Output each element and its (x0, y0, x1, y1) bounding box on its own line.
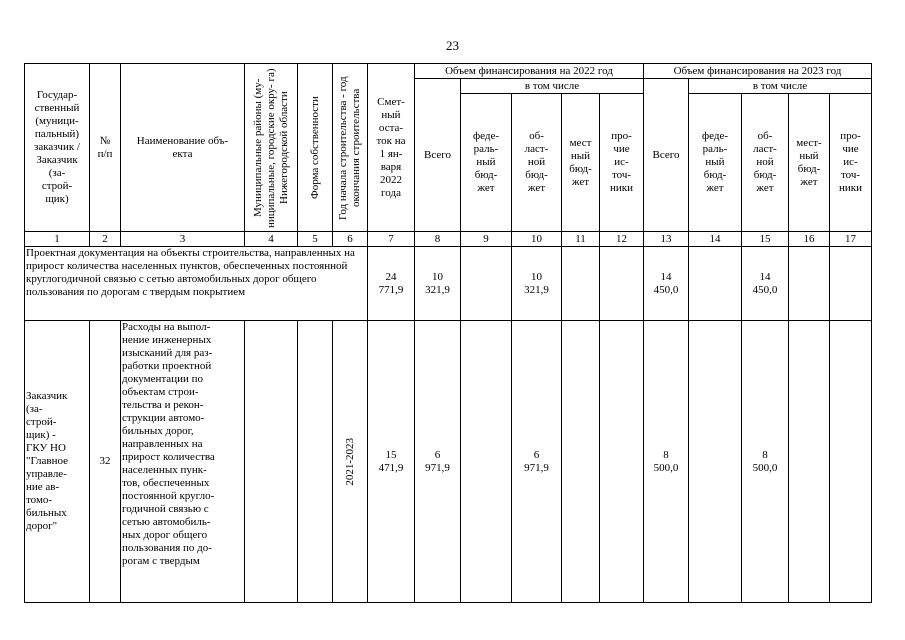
section-title: Проектная документация на объекты строительства, направленных на прирост количества населенных пунктов, обеспеченных постоянной круглогодичной связью с сетью автомобильных дорог общего пользования по дорогам с твердым покрытием (25, 247, 368, 321)
section-regional-2023: 14 450,0 (742, 247, 789, 321)
section-remaining: 24 771,9 (368, 247, 415, 321)
section-local-2022 (562, 247, 600, 321)
header-years (333, 64, 368, 232)
column-number: 11 (562, 232, 600, 247)
section-other-2022 (600, 247, 644, 321)
row-other-2022 (600, 321, 644, 603)
column-number: 4 (245, 232, 298, 247)
header-federal-2022: феде- раль- ный бюд- жет (461, 94, 512, 232)
header-total-2022: Всего (415, 79, 461, 232)
column-number: 6 (333, 232, 368, 247)
section-local-2023 (789, 247, 830, 321)
section-regional-2022: 10 321,9 (512, 247, 562, 321)
row-regional-2022: 6 971,9 (512, 321, 562, 603)
header-num: № п/п (90, 64, 121, 232)
header-remaining: Смет- ный оста- ток на 1 ян- варя 2022 года (368, 64, 415, 232)
row-local-2022 (562, 321, 600, 603)
row-districts (245, 321, 298, 603)
section-total-2022: 10 321,9 (415, 247, 461, 321)
header-local-2022: мест ный бюд- жет (562, 94, 600, 232)
row-local-2023 (789, 321, 830, 603)
row-ownership (298, 321, 333, 603)
column-number: 16 (789, 232, 830, 247)
column-number: 2 (90, 232, 121, 247)
financing-table (24, 63, 872, 603)
column-number: 14 (689, 232, 742, 247)
column-number-row (25, 232, 872, 247)
header-fin2022: Объем финансирования на 2022 год (415, 64, 644, 79)
header-ownership (298, 64, 333, 232)
column-number: 17 (830, 232, 872, 247)
header-regional-2023: об- ласт- ной бюд- жет (742, 94, 789, 232)
section-federal-2022 (461, 247, 512, 321)
row-total-2023: 8 500,0 (644, 321, 689, 603)
row-remaining: 15 471,9 (368, 321, 415, 603)
header-other-2023: про- чие ис- точ- ники (830, 94, 872, 232)
column-number: 7 (368, 232, 415, 247)
header-districts-text: Муниципальные районы (му- ниципальные, городские окру- га) Нижегородской области (251, 67, 290, 228)
column-number: 13 (644, 232, 689, 247)
column-number: 15 (742, 232, 789, 247)
header-total-2023: Всего (644, 79, 689, 232)
row-federal-2023 (689, 321, 742, 603)
row-years (333, 321, 368, 603)
section-row (25, 247, 872, 321)
header-name: Наименование объ- екта (121, 64, 245, 232)
table-row (25, 321, 872, 603)
header-incl-2022: в том числе (461, 79, 644, 94)
section-federal-2023 (689, 247, 742, 321)
column-number: 1 (25, 232, 90, 247)
header-customer: Государ- ственный (муници- пальный) заказчик / Заказчик (за- строй- щик) (25, 64, 90, 232)
header-local-2023: мест- ный бюд- жет (789, 94, 830, 232)
header-ownership-text: Форма собственности (308, 96, 321, 199)
column-number: 12 (600, 232, 644, 247)
header-other-2022: про- чие ис- точ- ники (600, 94, 644, 232)
header-years-text: Год начала строительства - год окончания строительства (337, 75, 362, 220)
header-incl-2023: в том числе (689, 79, 872, 94)
row-customer: Заказчик (за- строй- щик) - ГКУ НО "Главное управле- ние ав- томо- бильных дорог" (25, 321, 90, 603)
header-districts (245, 64, 298, 232)
section-total-2023: 14 450,0 (644, 247, 689, 321)
header-fin2023: Объем финансирования на 2023 год (644, 64, 872, 79)
row-num: 32 (90, 321, 121, 603)
row-object-name: Расходы на выпол- нение инженерных изысканий для раз- работки проектной документации по объектам строи- тельства и рекон- струкции автомо- бильных дорог, направленных на прирост количества населенных пунк- тов, обеспеченных постоянной кругло- годичной связью с сетью автомобиль- ных дорог общего пользования по до- рогам с твердым (121, 321, 245, 603)
column-number: 5 (298, 232, 333, 247)
column-number: 8 (415, 232, 461, 247)
row-federal-2022 (461, 321, 512, 603)
row-total-2022: 6 971,9 (415, 321, 461, 603)
row-other-2023 (830, 321, 872, 603)
column-number: 9 (461, 232, 512, 247)
section-other-2023 (830, 247, 872, 321)
row-regional-2023: 8 500,0 (742, 321, 789, 603)
header-federal-2023: феде- раль- ный бюд- жет (689, 94, 742, 232)
column-number: 3 (121, 232, 245, 247)
page-number: 23 (446, 38, 459, 53)
row-years-text: 2021-2023 (343, 437, 356, 486)
column-number: 10 (512, 232, 562, 247)
header-regional-2022: об- ласт- ной бюд- жет (512, 94, 562, 232)
